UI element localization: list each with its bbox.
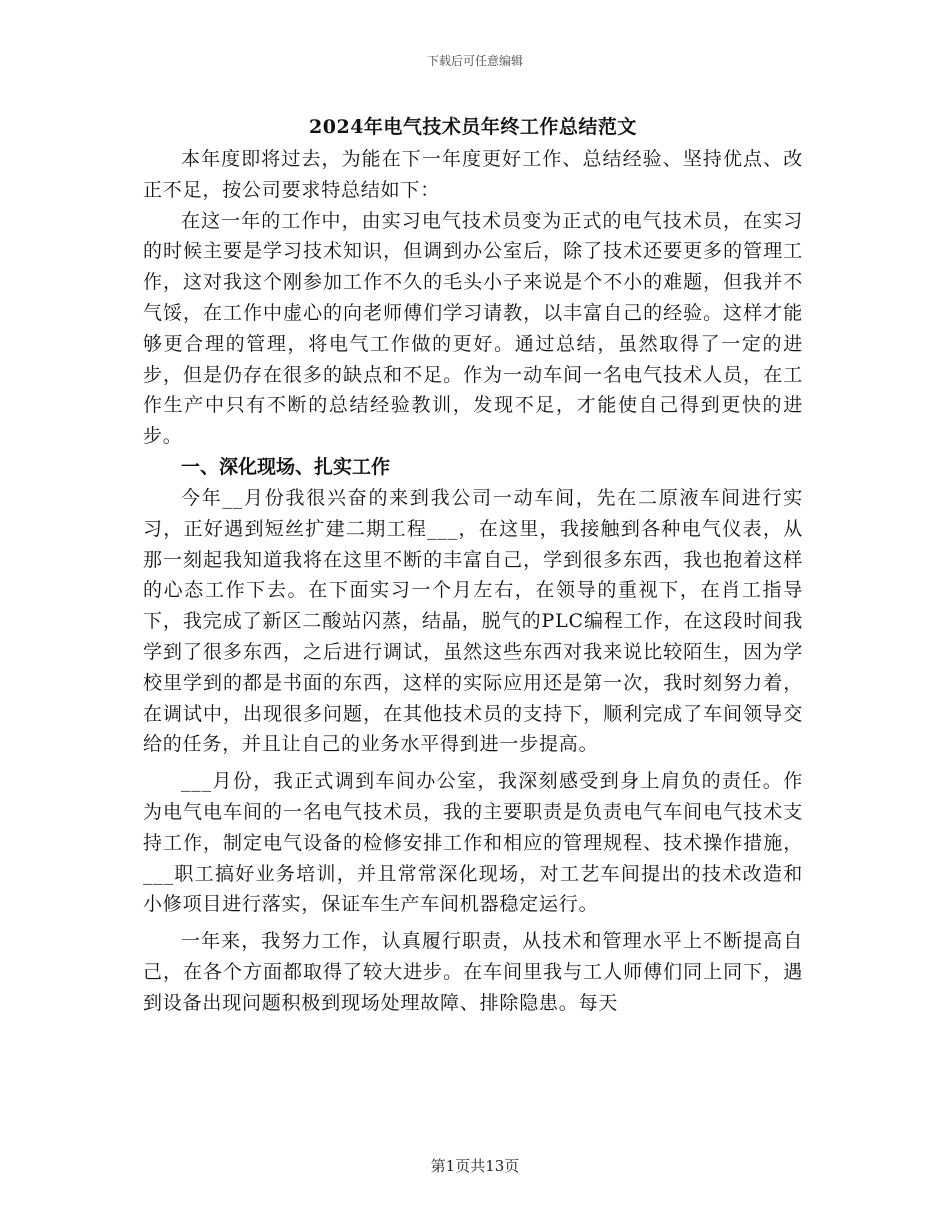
page-header-note: 下载后可任意编辑 (426, 54, 523, 68)
section-paragraph-year-review: 一年来，我努力工作，认真履行职责，从技术和管理水平上不断提高自己，在各个方面都取得了较大进步。在车间里我与工人师傅们同上同下，遇到设备出现问题积极到现场处理故障、排除隐患。每天 (143, 930, 803, 1014)
summary-paragraph: 在这一年的工作中，由实习电气技术员变为正式的电气技术员，在实习的时候主要是学习技术知识，但调到办公室后，除了技术还要更多的管理工作，这对我这个刚参加工作不久的毛头小子来说是个不小的难题，但我并不气馁，在工作中虚心的向老师傅们学习请教，以丰富自己的经验。这样才能够更合理的管理，将电气工作做的更好。通过总结，虽然取得了一定的进步，但是仍存在很多的缺点和不足。作为一动车间一名电气技术人员，在工作生产中只有不断的总结经验教训，发现不足，才能使自己得到更快的进步。 (143, 209, 803, 448)
page-number-footer: 第1页共13页 (430, 1157, 520, 1175)
document-title: 2024年电气技术员年终工作总结范文 (309, 116, 637, 138)
section-paragraph-office: ___月份，我正式调到车间办公室，我深刻感受到身上肩负的责任。作为电气电车间的一名电气技术员，我的主要职责是负责电气车间电气技术支持工作，制定电气设备的检修安排工作和相应的管理规程、技术操作措施，___职工搞好业务培训，并且常常深化现场，对工艺车间提出的技术改造和小修项目进行落实，保证车生产车间机器稳定运行。 (143, 770, 803, 916)
section-paragraph-internship: 今年__月份我很兴奋的来到我公司一动车间，先在二原液车间进行实习，正好遇到短丝扩建二期工程___，在这里，我接触到各种电气仪表，从那一刻起我知道我将在这里不断的丰富自己，学到很多东西，我也抱着这样的心态工作下去。在下面实习一个月左右，在领导的重视下，在肖工指导下，我完成了新区二酸站闪蒸，结晶，脱气的PLC编程工作，在这段时间我学到了很多东西，之后进行调试，虽然这些东西对我来说比较陌生，因为学校里学到的都是书面的东西，这样的实际应用还是第一次，我时刻努力着，在调试中，出现很多问题，在其他技术员的支持下，顺利完成了车间领导交给的任务，并且让自己的业务水平得到进一步提高。 (143, 486, 803, 756)
section-heading: 一、深化现场、扎实工作 (181, 455, 391, 478)
intro-paragraph: 本年度即将过去，为能在下一年度更好工作、总结经验、坚持优点、改正不足，按公司要求特总结如下： (143, 148, 803, 201)
document-body (143, 110, 803, 1019)
